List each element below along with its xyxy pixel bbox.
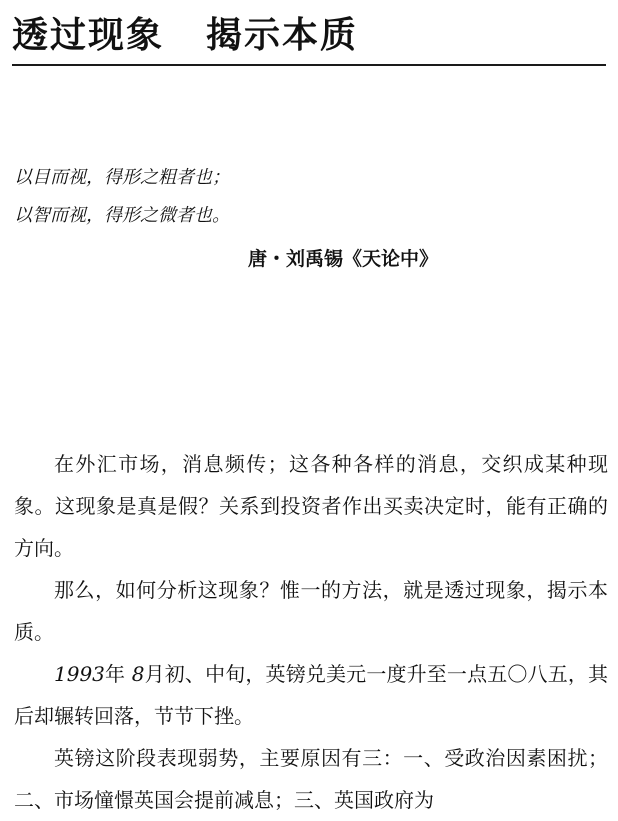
year-suffix: 年	[104, 662, 126, 686]
year-number: 1993	[54, 662, 105, 686]
paragraph-3-text	[14, 653, 608, 737]
month-number: 8	[131, 662, 145, 686]
page-title	[12, 10, 358, 60]
paragraph-2-text: 那么，如何分析这现象？惟一的方法，就是透过现象，揭示本质。	[14, 578, 608, 644]
paragraph-4	[14, 737, 608, 821]
epigraph-line-2: 以智而视，得形之微者也。	[14, 205, 230, 226]
paragraph-1	[14, 443, 608, 569]
paragraph-4-text: 英镑这阶段表现弱势，主要原因有三：一、受政治因素困扰；二、市场憧憬英国会提前减息；三、英国政府为	[14, 746, 608, 812]
title-part-1: 透过现象	[12, 14, 165, 56]
title-part-2: 揭示本质	[206, 14, 359, 56]
epigraph-attribution: 唐・刘禹锡《天论中》	[248, 248, 439, 270]
paragraph-1-text: 在外汇市场，消息频传；这各种各样的消息，交织成某种现象。这现象是真是假？关系到投资者作出买卖决定时，能有正确的方向。	[14, 452, 608, 560]
epigraph-line-1: 以目而视，得形之粗者也；	[14, 167, 230, 188]
title-underline	[12, 64, 606, 66]
paragraph-3-rest: 月初、中旬，英镑兑美元一度升至一点五〇八五，其后却辗转回落，节节下挫。	[14, 662, 609, 728]
paragraph-2	[14, 569, 608, 653]
paragraph-3	[14, 653, 608, 737]
